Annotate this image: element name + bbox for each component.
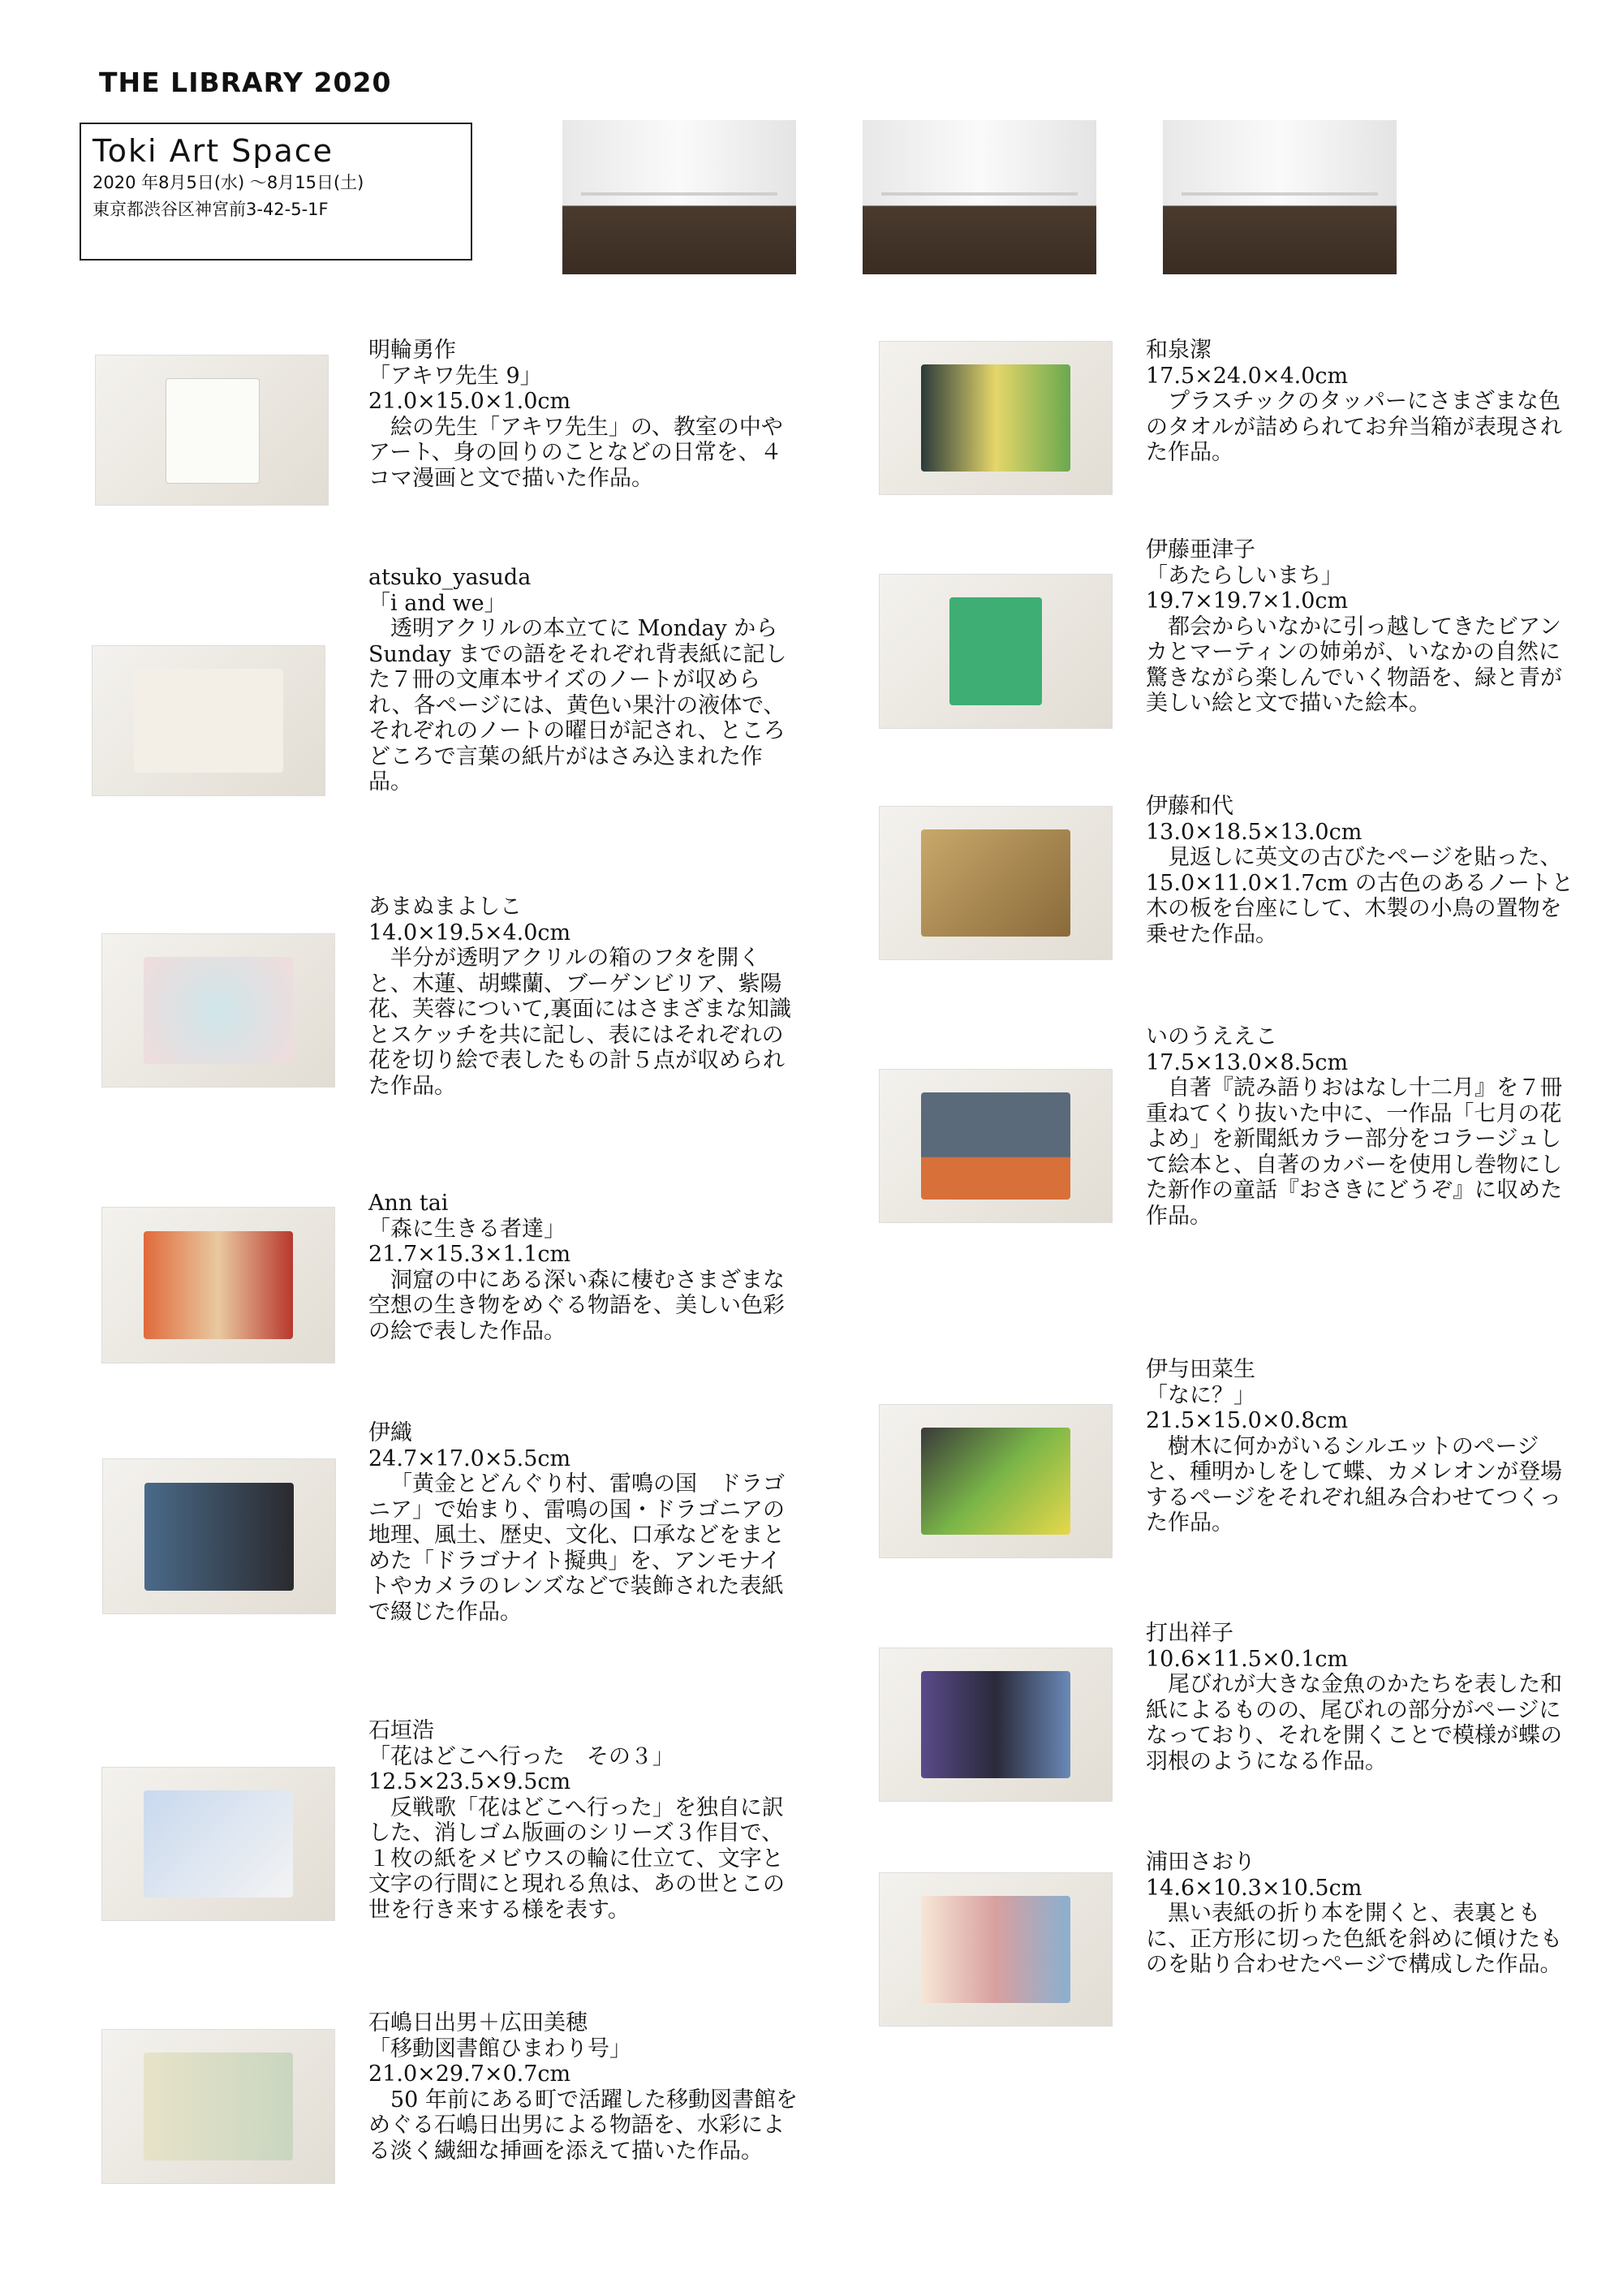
entry-uchide (1146, 1621, 1578, 1774)
venue-name: Toki Art Space (93, 133, 334, 169)
artwork-image-i-and-we (92, 645, 325, 796)
artist-name: 伊藤亜津子 (1146, 537, 1255, 562)
work-description: 半分が透明アクリルの箱のフタを開くと、木蓮、胡蝶蘭、ブーゲンビリア、紫陽花、芙蓉について,裏面にはさまざまな知識とスケッチを共に記し、表にはそれぞれの花を切り絵で表したもの計５点が収められた作品。 (368, 946, 792, 1099)
work-description: 黒い表紙の折り本を開くと、表裏ともに、正方形に切った色紙を斜めに傾けたものを貼り合わせたページで構成した作品。 (1146, 1901, 1562, 1977)
work-description: 尾びれが大きな金魚のかたちを表した和紙によるものの、尾びれの部分がページになっており、それを開くことで模様が蝶の羽根のようになる作品。 (1146, 1672, 1562, 1774)
entry-ann-tai (368, 1191, 800, 1344)
artist-name: 和泉潔 (1146, 338, 1212, 363)
artist-name: 明輪勇作 (368, 338, 456, 363)
entry-ishigaki (368, 1718, 800, 1923)
work-title: 「あたらしいまち」 (1146, 562, 1343, 588)
entry-ito-atsuko (1146, 537, 1578, 717)
work-size: 10.6×11.5×0.1cm (1146, 1646, 1349, 1672)
entry-ito-kazuyo (1146, 794, 1578, 947)
work-size: 14.0×19.5×4.0cm (368, 920, 571, 946)
artist-name: 石垣浩 (368, 1718, 434, 1743)
artist-name: Ann tai (368, 1191, 449, 1216)
entry-urata (1146, 1850, 1578, 1978)
artwork-image-urata (879, 1872, 1113, 2027)
artwork-image-uchide (879, 1648, 1113, 1802)
work-description: 50 年前にある町で活躍した移動図書館をめぐる石嶋日出男による物語を、水彩による淡く繊細な挿画を添えて描いた作品。 (368, 2087, 798, 2164)
work-title: 「移動図書館ひまわり号」 (368, 2035, 631, 2061)
work-description: 洞窟の中にある深い森に棲むさまざまな空想の生き物をめぐる物語を、美しい色彩の絵で表した作品。 (368, 1267, 785, 1344)
artwork-image-ito-kazuyo (879, 806, 1113, 960)
artwork-image-ishijima (101, 2029, 335, 2184)
venue-address: 東京都渋谷区神宮前3-42-5-1F (93, 200, 329, 219)
work-size: 12.5×23.5×9.5cm (368, 1769, 571, 1794)
work-size: 21.0×29.7×0.7cm (368, 2061, 571, 2087)
artist-name: いのうええこ (1146, 1024, 1277, 1049)
gallery-photo-3 (1163, 120, 1397, 274)
artwork-image-iyoda (879, 1404, 1113, 1558)
entry-iori (368, 1420, 800, 1625)
work-title: 「花はどこへ行った その３」 (368, 1743, 674, 1769)
work-size: 17.5×13.0×8.5cm (1146, 1049, 1349, 1075)
artwork-image-izumi (879, 341, 1113, 495)
work-description: 都会からいなかに引っ越してきたビアンカとマーティンの姉弟が、いなかの自然に驚きながら楽しんでいく物語を、緑と青が美しい絵と文で描いた絵本。 (1146, 614, 1562, 716)
work-description: 透明アクリルの本立てに Monday から Sunday までの語をそれぞれ背表紙に記した７冊の文庫本サイズのノートが収められ、各ページには、黄色い果汁の液体で、それぞれのノートの曜日が記され、ところどころで言葉の紙片がはさみ込まれた作品。 (368, 616, 787, 795)
artist-name: 打出祥子 (1146, 1621, 1233, 1646)
work-size: 21.5×15.0×0.8cm (1146, 1408, 1349, 1433)
work-title: 「アキワ先生 9」 (368, 363, 542, 389)
artwork-image-ishigaki (101, 1767, 335, 1921)
artwork-image-akiwa (95, 355, 329, 506)
work-size: 21.7×15.3×1.1cm (368, 1242, 571, 1267)
entry-izumi (1146, 338, 1578, 466)
work-description: 絵の先生「アキワ先生」の、教室の中やアート、身の回りのことなどの日常を、４コマ漫画と文で描いた作品。 (368, 414, 783, 491)
entry-ishijima (368, 2010, 800, 2164)
artwork-image-inoue (879, 1069, 1113, 1223)
work-size: 17.5×24.0×4.0cm (1146, 363, 1349, 389)
gallery-photo-2 (863, 120, 1096, 274)
work-size: 14.6×10.3×10.5cm (1146, 1875, 1363, 1901)
work-description: 「黄金とどんぐり村、雷鳴の国 ドラゴニア」で始まり、雷鳴の国・ドラゴニアの地理、風土、歴史、文化、口承などをまとめた「ドラゴナイト擬典」を、アンモナイトやカメラのレンズなどで装飾された表紙で綴じた作品。 (368, 1471, 785, 1625)
artist-name: 伊与田菜生 (1146, 1357, 1255, 1382)
entry-akiwa (368, 338, 800, 491)
work-description: プラスチックのタッパーにさまざまな色のタオルが詰められてお弁当箱が表現された作品。 (1146, 389, 1562, 465)
work-description: 反戦歌「花はどこへ行った」を独自に訳した、消しゴム版画のシリーズ３作目で、１枚の紙をメビウスの輪に仕立て、文字と文字の行間にと現れる魚は、あの世とこの世を行き来する様を表す。 (368, 1794, 785, 1923)
venue-dates: 2020 年8月5日(水) ～8月15日(土) (93, 173, 364, 192)
artist-name: 伊藤和代 (1146, 794, 1233, 819)
artwork-image-iori (102, 1458, 336, 1614)
entry-iyoda (1146, 1357, 1578, 1536)
work-size: 21.0×15.0×1.0cm (368, 389, 571, 414)
artist-name: 浦田さおり (1146, 1850, 1255, 1875)
work-description: 自著『読み語りおはなし十二月』を７冊重ねてくり抜いた中に、一作品「七月の花よめ」を新聞紙カラー部分をコラージュして絵本と、自著のカバーを使用し巻物にした新作の童話『おさきにどうぞ』に収めた作品。 (1146, 1075, 1562, 1229)
gallery-photo-1 (562, 120, 796, 274)
entry-i-and-we (368, 565, 800, 795)
artist-name: atsuko_yasuda (368, 565, 532, 590)
artist-name: 伊織 (368, 1420, 412, 1445)
venue-info-box (80, 123, 472, 261)
artwork-image-amanuma (101, 933, 335, 1088)
work-title: 「なに？」 (1146, 1382, 1255, 1408)
work-title: 「i and we」 (368, 590, 506, 616)
artist-name: 石嶋日出男＋広田美穂 (368, 2010, 588, 2035)
work-size: 13.0×18.5×13.0cm (1146, 819, 1363, 845)
work-description: 樹木に何かがいるシルエットのページと、種明かしをして蝶、カメレオンが登場するページをそれぞれ組み合わせてつくった作品。 (1146, 1433, 1562, 1536)
artwork-image-ann-tai (101, 1207, 335, 1363)
artist-name: あまぬまよしこ (368, 894, 522, 920)
work-title: 「森に生きる者達」 (368, 1216, 566, 1242)
entry-inoue (1146, 1024, 1578, 1229)
work-size: 24.7×17.0×5.5cm (368, 1445, 571, 1471)
entry-amanuma (368, 894, 800, 1099)
page-title: THE LIBRARY 2020 (99, 67, 392, 98)
work-description: 見返しに英文の古びたページを貼った、15.0×11.0×1.7cm の古色のあるノートと木の板を台座にして、木製の小鳥の置物を乗せた作品。 (1146, 845, 1573, 947)
work-size: 19.7×19.7×1.0cm (1146, 588, 1349, 614)
artwork-image-ito-atsuko (879, 574, 1113, 729)
